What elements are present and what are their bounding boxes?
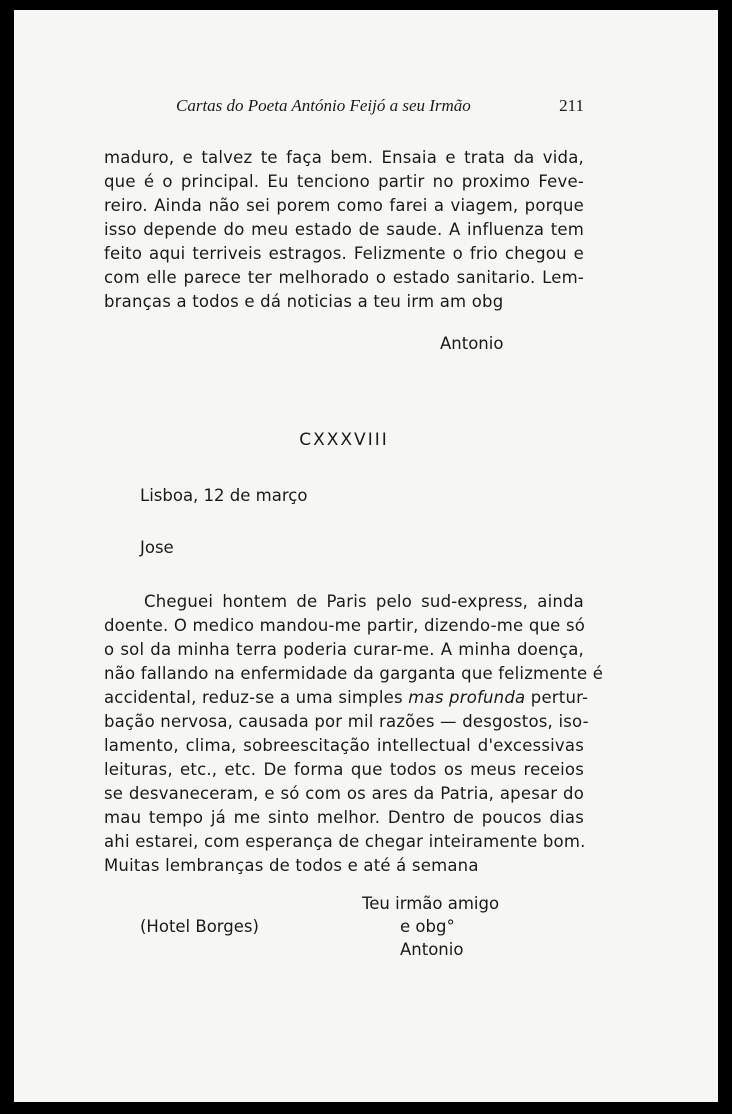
text-segment: pertur-: [525, 688, 589, 707]
text-line: reiro. Ainda não sei porem como farei a viagem, porque: [104, 196, 584, 215]
text-line: branças a todos e dá noticias a teu irm am obg: [104, 292, 504, 311]
text-line: ahi estarei, com esperança de chegar inteiramente bom.: [104, 832, 586, 851]
text-line: isso depende do meu estado de saude. A influenza tem: [104, 220, 584, 239]
closing-signature: Antonio: [400, 940, 464, 959]
text-line: Muitas lembranças de todos e até á semana: [104, 856, 479, 875]
address-note: (Hotel Borges): [140, 917, 259, 936]
text-line: com elle parece ter melhorado o estado sanitario. Lem-: [104, 268, 584, 287]
place-date: Lisboa, 12 de março: [140, 486, 308, 505]
text-line-with-emphasis: [104, 686, 589, 710]
text-line: bação nervosa, causada por mil razões — desgostos, iso-: [104, 712, 589, 731]
continuation-signature: Antonio: [440, 334, 504, 353]
text-line: leituras, etc., etc. De forma que todos os meus receios: [104, 760, 584, 779]
page-number: 211: [559, 96, 584, 115]
continuation-paragraph: [104, 146, 584, 314]
letter-number-heading: CXXXVIII: [299, 430, 389, 450]
running-title: Cartas do Poeta António Feijó a seu Irmão: [176, 96, 471, 115]
text-line: maduro, e talvez te faça bem. Ensaia e trata da vida,: [104, 148, 584, 167]
closing-line-2: e obg°: [400, 917, 455, 936]
salutation: Jose: [140, 538, 174, 557]
text-line: que é o principal. Eu tenciono partir no proximo Feve-: [104, 172, 584, 191]
text-line: lamento, clima, sobreescitação intellectual d'excessivas: [104, 736, 584, 755]
running-header: [104, 96, 584, 120]
text-line: Cheguei hontem de Paris pelo sud-express, ainda: [144, 592, 584, 611]
closing-line-1: Teu irmão amigo: [362, 894, 500, 913]
text-line: feito aqui terriveis estragos. Felizmente o frio chegou e: [104, 244, 584, 263]
text-line: não fallando na enfermidade da garganta que felizmente é: [104, 664, 604, 683]
letter-body: [104, 590, 604, 878]
emphasized-text: mas profunda: [408, 688, 526, 707]
text-line: se desvaneceram, e só com os ares da Patria, apesar do: [104, 784, 584, 803]
text-line: o sol da minha terra poderia curar-me. A minha doença,: [104, 640, 584, 659]
text-segment: accidental, reduz-se a uma simples: [104, 688, 409, 707]
text-line: doente. O medico mandou-me partir, dizendo-me que só: [104, 616, 586, 635]
text-line: mau tempo já me sinto melhor. Dentro de poucos dias: [104, 808, 584, 827]
